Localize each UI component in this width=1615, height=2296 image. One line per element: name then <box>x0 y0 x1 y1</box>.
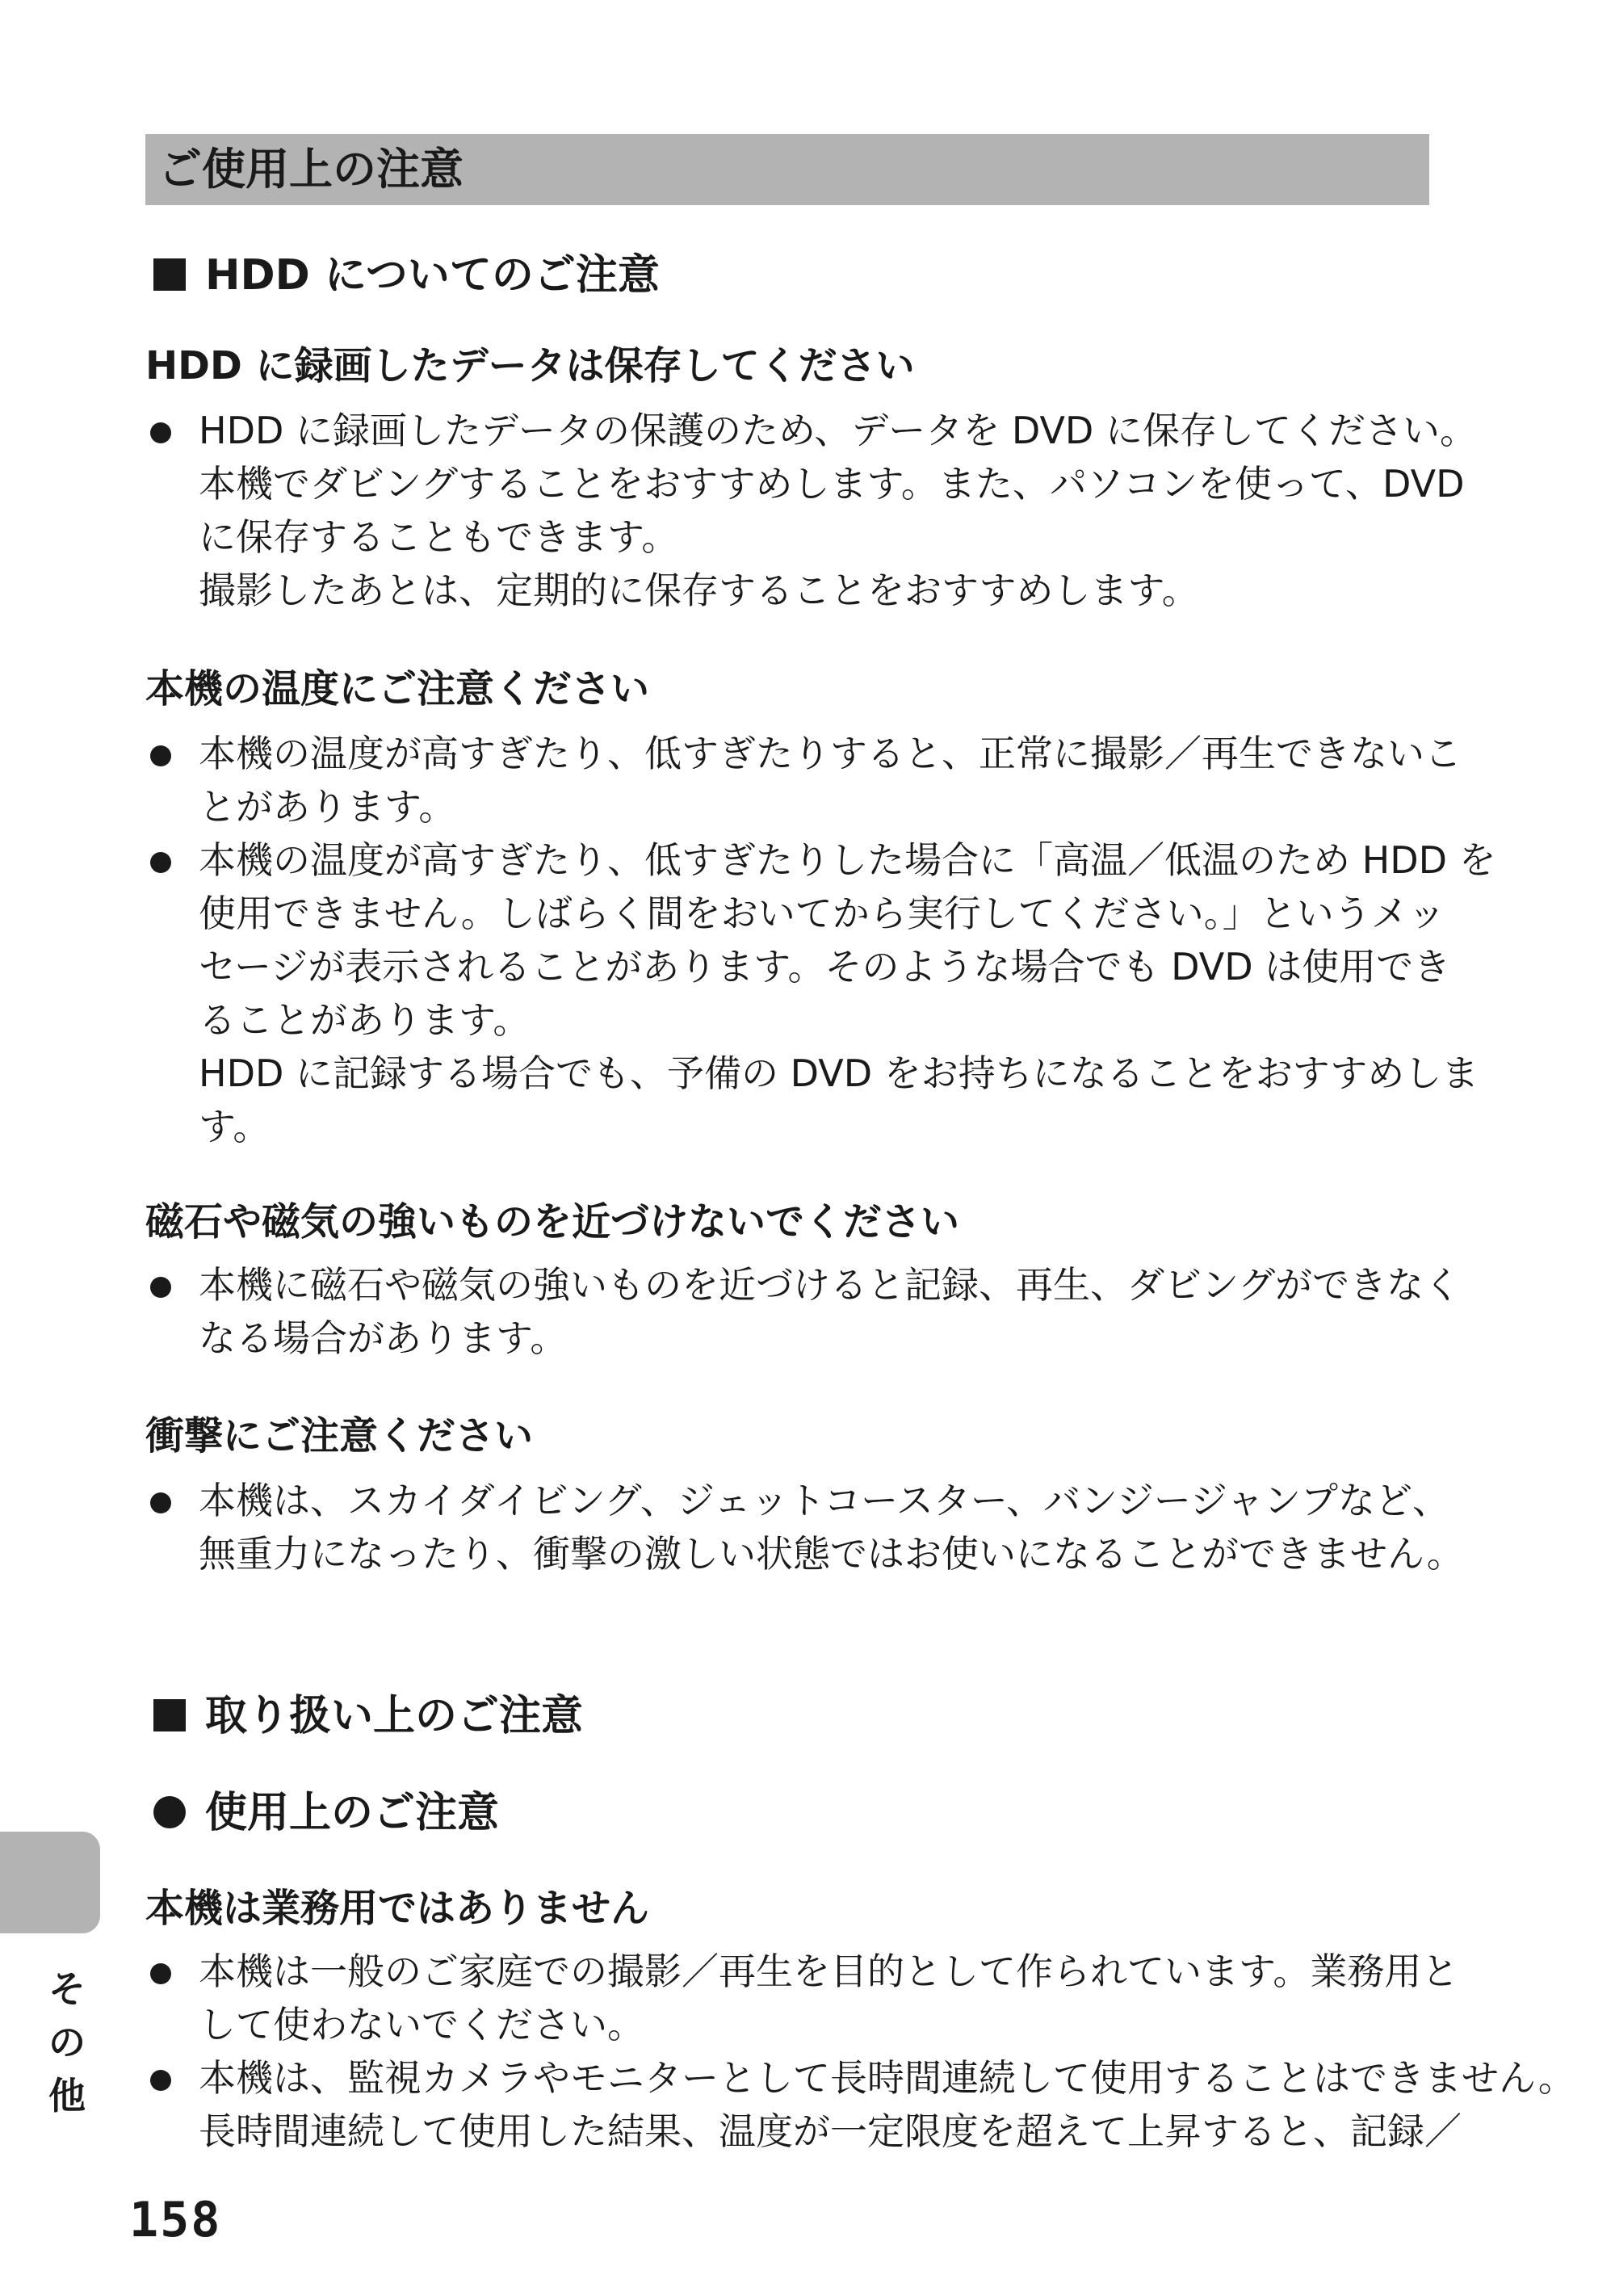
section-heading-hdd <box>153 247 660 304</box>
chapter-side-label <box>39 1962 95 2122</box>
bullet-list-not-for-business <box>145 1945 1575 2158</box>
bullet-list-temperature <box>145 727 1496 1153</box>
chapter-side-tab <box>0 1832 100 1933</box>
bullet-dot-icon <box>150 1492 171 1513</box>
title-banner <box>145 134 1429 205</box>
circle-bullet-icon <box>153 1796 186 1828</box>
text-line: 本機に磁石や磁気の強いものを近づけると記録、再生、ダビングができなく <box>199 1263 1462 1307</box>
text-line: して使わないでください。 <box>199 2003 644 2046</box>
text-line: ることがあります。 <box>199 998 531 1042</box>
subheading-magnets: 磁石や磁気の強いものを近づけないでください <box>145 1199 960 1245</box>
page-title: ご使用上の注意 <box>158 144 464 195</box>
text-line: セージが表示されることがあります。そのような場合でも DVD は使用でき <box>199 945 1451 988</box>
text-line: HDD に記録する場合でも、予備の DVD をお持ちになることをおすすめしま <box>199 1051 1479 1095</box>
bullet-dot-icon <box>150 852 171 873</box>
bullet-list-magnets <box>145 1258 1462 1365</box>
subsection-heading-usage-text: 使用上のご注意 <box>205 1789 500 1837</box>
bullet-dot-icon <box>150 2070 171 2091</box>
subheading-not-for-business: 本機は業務用ではありません <box>145 1886 650 1931</box>
section-heading-handling-text: 取り扱い上のご注意 <box>205 1692 584 1740</box>
list-item <box>145 1945 1459 2051</box>
text-line: なる場合があります。 <box>199 1316 568 1360</box>
subheading-shock: 衝撃にご注意ください <box>145 1413 534 1459</box>
text-line: 本機の温度が高すぎたり、低すぎたりした場合に「高温／低温のため HDD を <box>199 838 1496 882</box>
text-line: 本機は一般のご家庭での撮影／再生を目的として作られています。業務用と <box>199 1950 1459 1993</box>
text-line: 長時間連続して使用した結果、温度が一定限度を超えて上昇すると、記録／ <box>199 2109 1462 2153</box>
side-label-char: の <box>48 2021 86 2064</box>
list-item <box>145 2051 1575 2158</box>
section-heading-handling <box>153 1688 583 1744</box>
bullet-dot-icon <box>150 1963 171 1984</box>
text-line: 撮影したあとは、定期的に保存することをおすすめします。 <box>199 569 1199 612</box>
bullet-dot-icon <box>150 745 171 766</box>
text-line: 無重力になったり、衝撃の激しい状態ではお使いになることができません。 <box>199 1532 1464 1576</box>
list-item <box>145 1258 1462 1365</box>
subsection-heading-usage <box>153 1785 499 1841</box>
text-line: HDD に録画したデータの保護のため、データを DVD に保存してください。 <box>199 409 1477 452</box>
bullet-list-shock <box>145 1474 1464 1580</box>
text-line: 本機は、監視カメラやモニターとして長時間連続して使用することはできません。 <box>199 2056 1575 2100</box>
text-line: に保存することもできます。 <box>199 515 679 559</box>
list-item <box>145 833 1496 1153</box>
text-line: 本機は、スカイダイビング、ジェットコースター、バンジージャンプなど、 <box>199 1479 1450 1522</box>
subheading-save-data: HDD に録画したデータは保存してください <box>145 343 915 388</box>
square-bullet-icon <box>153 258 186 291</box>
bullet-list-save-data <box>145 404 1477 617</box>
side-label-char: 他 <box>48 2074 86 2118</box>
page-number: 158 <box>129 2192 222 2248</box>
list-item <box>145 1474 1464 1580</box>
list-item <box>145 727 1462 833</box>
bullet-dot-icon <box>150 1277 171 1298</box>
text-line: す。 <box>199 1105 271 1148</box>
list-item <box>145 404 1477 617</box>
bullet-dot-icon <box>150 422 171 443</box>
text-line: 本機でダビングすることをおすすめします。また、パソコンを使って、DVD <box>199 462 1465 506</box>
text-line: 本機の温度が高すぎたり、低すぎたりすると、正常に撮影／再生できないこ <box>199 732 1462 775</box>
square-bullet-icon <box>153 1699 186 1731</box>
section-heading-hdd-text: HDD についてのご注意 <box>205 251 660 300</box>
text-line: 使用できません。しばらく間をおいてから実行してください。」というメッ <box>199 892 1445 935</box>
subheading-temperature: 本機の温度にご注意ください <box>145 666 650 711</box>
text-line: とがあります。 <box>199 785 456 829</box>
side-label-char: そ <box>48 1967 86 2011</box>
